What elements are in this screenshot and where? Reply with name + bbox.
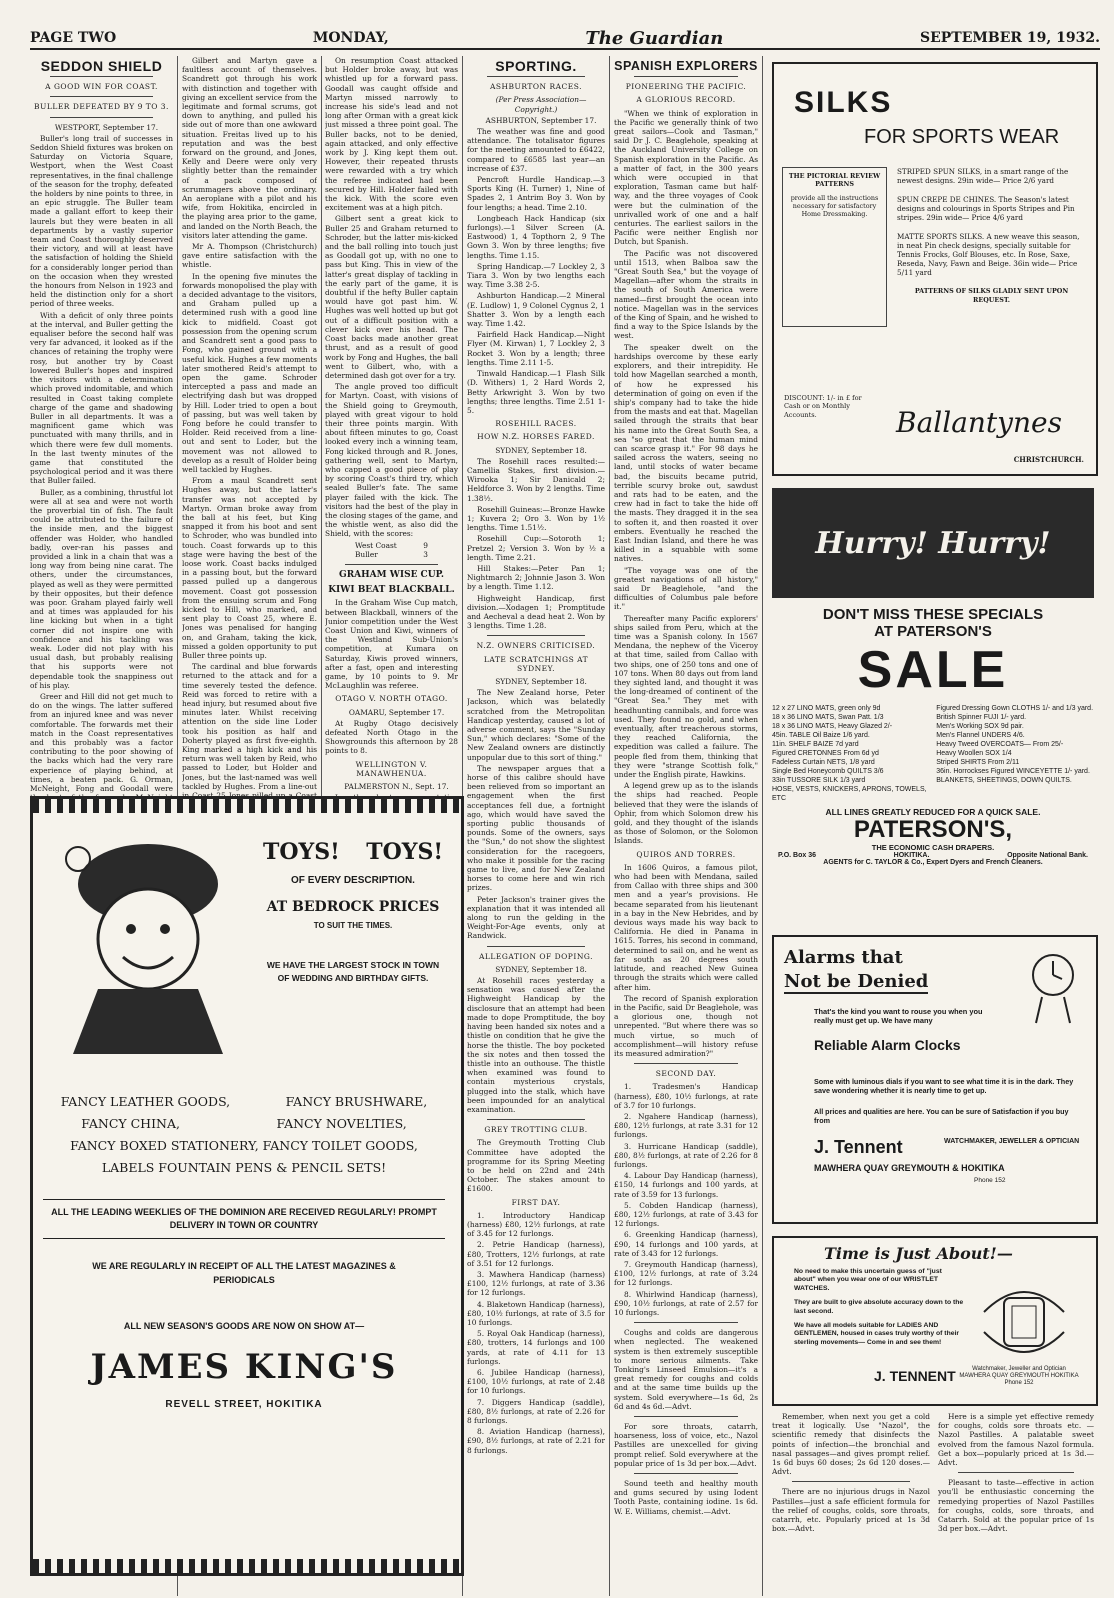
ad-title: SILKS bbox=[794, 86, 893, 119]
section-heading: QUIROS AND TORRES. bbox=[636, 849, 736, 859]
section-heading: FIRST DAY. bbox=[511, 1197, 561, 1207]
section-heading: GREY TROTTING CLUB. bbox=[484, 1125, 588, 1135]
ad-subtitle: FOR SPORTS WEAR bbox=[864, 126, 1060, 148]
ad-headline: TOYS! bbox=[263, 839, 340, 865]
sale-item: Heavy Woollen SOX 1/4 bbox=[936, 750, 1012, 757]
advertisement-text: There are no injurious drugs in Nazol Pastilles—just a safe efficient formula for the relief of coughs, colds, sore throats, catarrh, etc. Popularly priced at 1s 3d box.—Advt. bbox=[772, 1487, 930, 1534]
advt-column bbox=[938, 1412, 1094, 1562]
score-row: West Coast 9 bbox=[355, 540, 428, 550]
paragraph: With a deficit of only three points at the interval, and Buller getting the equaliser before the second half was very far advanced, it looked as if the chances of retaining the trophy were rosy, but another try by Coast lowered Buller's hopes and inspired the visitors with a determination which proved indomitable, and which resulted in Coast taking complete charge of the game and shadowing Buller in all departments. It was a magnificent game which was punctuated with many thrills, and in which there were few dull moments. In the last twenty minutes of the game that constituted the psychological period and it was there that Buller failed. bbox=[30, 310, 173, 486]
patterns-title: THE PICTORIAL REVIEW PATTERNS bbox=[788, 172, 881, 188]
programme-item: 6. Greenking Handicap (harness), £90, 14 furlongs and 100 yards, at rate of 3.43 for 12 furlongs. bbox=[614, 1230, 758, 1258]
store-name: PATERSON'S, bbox=[853, 816, 1013, 843]
ad-location: CHRISTCHURCH. bbox=[1013, 455, 1084, 464]
ad-text: All prices and qualities are here. You can be sure of Satisfaction if you buy from bbox=[814, 1107, 1069, 1125]
column-seddon-shield bbox=[30, 56, 173, 826]
ad-address: MAWHERA QUAY GREYMOUTH & HOKITIKA bbox=[814, 1163, 1005, 1173]
ad-title: Not be Denied bbox=[784, 971, 929, 992]
sale-list-left bbox=[772, 704, 930, 803]
race-result: Tinwald Handicap.—1 Flash Silk (D. Withers) 1, 2 Hard Words 2, Betty Arkwright 3. Won by two lengths; three lengths. Time 2.51 1-5. bbox=[467, 369, 605, 415]
section-heading: ALLEGATION OF DOPING. bbox=[479, 951, 593, 961]
ad-title: Time is Just About!— bbox=[824, 1244, 1013, 1263]
paragraph: Gilbert and Martyn gave a faultless account of themselves. Scandrett got through his work with distinction and together with giving an excellent service from the legitimate and formal scrums, got down to anything, and pulled his side out of more than one awkward situation. Freitas lived up to his reputation and was the best forward on the ground, and Jones, Kelly and Deere were only very slightly better than the remainder of a pack composed of scrummagers above the ordinary. An aeroplane with a pilot and his wife, from Hokitika, encircled in the playing area prior to the game, and landed on the North Beach, the visitors later attending the game. bbox=[182, 56, 317, 240]
programme-item: 5. Cobden Handicap (harness), £80, 12½ furlongs, at rate of 3.43 for 12 furlongs. bbox=[614, 1200, 758, 1229]
paragraph: At Rosehill races yesterday a sensation was caused after the Highweight Handicap by the disclosure that an attempt had been made to dope Promptitude, the boy having been handed six notes and a thistle on condition that he give the horse the thistle. The boy pocketed the six notes and then tossed the thistle into an outhouse. The thistle when examined was found to contain mysterious crystals, plugged into the stalk, which have been impounded for an analytical examination. bbox=[467, 976, 605, 1114]
sale-item: 45in. TABLE Oil Baize 1/6 yard. bbox=[772, 732, 870, 739]
column-rule bbox=[321, 56, 322, 836]
programme-item: 4. Blaketown Handicap (harness), £80, 10½ furlongs, at rate of 3.5 for 10 furlongs. bbox=[467, 1299, 605, 1327]
sale-item: BLANKETS, SHEETINGS, DOWN QUILTS. bbox=[936, 777, 1072, 784]
paragraph: Thereafter many Pacific explorers' ships sailed from Peru, which at the time was a Spanish colony. In 1567 Mendana, the nephew of the Viceroy at that time, sailed from Callao with two ships, one of 250 tons and one of 107 tons. When 80 days out from land they sighted land, and thought it was the long-dreamed of continent of the "Great Sea." They met with headhunting cannibals, and force was used. They found no gold, and when eventually, after treacherous storms, they reached California, the expedition was called a failure. The people fled from them, thinking that they were "strange Scottish folk," under the English pirate, Hawkins. bbox=[614, 613, 758, 780]
dateline: SYDNEY, September 18. bbox=[495, 445, 587, 455]
ad-title: Alarms that bbox=[784, 947, 903, 968]
ad-banner: ALL THE LEADING WEEKLIES OF THE DOMINION ARE RECEIVED REGULARLY! PROMPT DELIVERY IN TOWN OR COUNTRY bbox=[43, 1199, 445, 1239]
sale-note: ALL LINES GREATLY REDUCED FOR A QUICK SALE. bbox=[825, 807, 1041, 817]
programme-item: 1. Tradesmen's Handicap (harness), £80, 10½ furlongs, at rate of 3.7 for 10 furlongs. bbox=[614, 1082, 758, 1110]
article-subhead: A GOOD WIN FOR COAST. bbox=[45, 82, 158, 92]
sale-item: 36in. Horrockses Figured WINCEYETTE 1/- yard. bbox=[936, 768, 1090, 775]
paragraph: Gilbert sent a great kick to Buller 25 and Graham returned to Schroder, but the latter mis-kicked and the ball rolling into touch just as Goodall got up, with no one to pass but King. This in view of the latter's great display of tackling in the early part of the game, it is doubtful if the hefty Buller captain would have got past him. W. Hughes was well hotted up but got out of a difficult position with a clever kick over his head. The Coast backs made another great thrust, and as a result of good work by Fong and Hughes, the ball went to Gilbert, who, with a determined dash got over for a try. bbox=[325, 214, 458, 380]
race-result: Fairfield Hack Handicap.—Night Flyer (M. Kirwan) 1, 7 Lockley 2, 3 Rocket 3. Won by a length; three lengths. Time 2.11 1-5. bbox=[467, 330, 605, 367]
programme-item: 6. Jubilee Handicap (harness), £100, 10½ furlongs, at rate of 2.48 for 10 furlongs. bbox=[467, 1368, 605, 1396]
sale-item: Single Bed Honeycomb QUILTS 3/6 bbox=[772, 768, 884, 775]
goods-item: FANCY CHINA, bbox=[81, 1116, 180, 1131]
article-subhead: BULLER DEFEATED BY 9 TO 3. bbox=[34, 102, 169, 112]
ad-james-kings-toys bbox=[30, 796, 464, 1576]
programme-item: 4. Labour Day Handicap (harness), £150, 14 furlongs and 100 yards, at rate of 3.59 for 13 furlongs. bbox=[614, 1171, 758, 1199]
programme-item: 8. Aviation Handicap (harness), £90, 8½ furlongs, at rate of 2.21 for 8 furlongs. bbox=[467, 1427, 605, 1455]
race-result: Spring Handicap.—7 Lockley 2, 3 Tiara 3. Won by two lengths each way. Time 3.38 2-5. bbox=[467, 261, 605, 290]
programme-item: 7. Greymouth Handicap (harness), £100, 12½ furlongs, at rate of 3.24 for 12 furlongs. bbox=[614, 1259, 758, 1288]
advertisement-text: For sore throats, catarrh, hoarseness, loss of voice, etc., Nazol Pastilles are unexcelled for giving prompt relief. Sold everywhere at the popular price of 1s 3d per box.—Advt. bbox=[614, 1422, 758, 1468]
address: Opposite National Bank. bbox=[1007, 852, 1088, 859]
article-subhead: A GLORIOUS RECORD. bbox=[636, 95, 736, 105]
address: HOKITIKA. bbox=[893, 852, 930, 859]
discount-note: DISCOUNT: 1/- in £ for Cash or on Monthly Accounts. bbox=[784, 394, 862, 419]
ad-line: WE ARE REGULARLY IN RECEIPT OF ALL THE LATEST MAGAZINES & PERIODICALS bbox=[92, 1261, 396, 1285]
column-spanish-explorers bbox=[614, 56, 758, 1596]
section-heading: SECOND DAY. bbox=[655, 1069, 717, 1079]
paragraph: Buller's long trail of successes in Seddon Shield fixtures was broken on Saturday on Victoria Square, Westport, when the West Coast representatives, in the final challenge of the season for the trophy, defeated the holders by nine points to three, in an epic struggle. The Buller team made a gallant effort to keep their laurels but they were beaten in all departments by a vastly superior team and Coast thoroughly deserved their victory, and will at least have the satisfaction of holding the Shield for a considerably longer period than on the occasion when they wrested the honours from Nelson in 1923 and held the distinction only for a short period of three weeks. bbox=[30, 133, 173, 309]
section-heading: WELLINGTON V. MANAWHENUA. bbox=[355, 759, 428, 778]
programme-item: 7. Diggers Handicap (saddle), £80, 8½ furlongs, at rate of 2.26 for 8 furlongs. bbox=[467, 1397, 605, 1426]
credit: (Per Press Association—Copyright.) bbox=[495, 95, 587, 114]
advertisement-text: Pleasant to taste—effective in action you'll be enthusiastic concerning the remedying properties of Nazol Pastilles for coughs, colds, sore throats, and Catarrh. Sold at the popular price of 1s 3d per box.—Advt. bbox=[938, 1478, 1094, 1534]
column-sporting bbox=[467, 56, 605, 1596]
advertisement-text: Sound teeth and healthy mouth and gums secured by using Iodent Tooth Paste, containing iodine. 1s 6d. W. E. Williams, chemist.—Advt. bbox=[614, 1479, 758, 1516]
paragraph: On resumption Coast attacked but Holder broke away, but was whistled up for a forward pass. Goodall was caught offside and Martyn missed narrowly to increase his side's lead and not long after Orman with a great kick just missed a three point goal. The Buller backs, not to be denied, again attacked, and only effective work by J. King kept them out. However, their repeated thrusts were rewarded with a try which the referee indicated had been secured by Hill. Holder failed with the kick. With the score even excitement was at a high pitch. bbox=[325, 56, 458, 213]
programme-item: 2. Petrie Handicap (harness), £80, Trotters, 12½ furlongs, at rate of 3.51 for 12 furlongs. bbox=[467, 1240, 605, 1268]
goods-item: LABELS FOUNTAIN PENS & PENCIL SETS! bbox=[101, 1160, 387, 1175]
silks-item: STRIPED SPUN SILKS, in a smart range of the newest designs. 29in wide— Price 2/6 yard bbox=[897, 167, 1069, 185]
sale-item: Men's Flannel UNDERS 4/6. bbox=[936, 732, 1025, 739]
brand-signature: Ballantynes bbox=[896, 406, 1062, 439]
column-rugby bbox=[325, 56, 458, 836]
ad-ballantynes-silks bbox=[772, 62, 1098, 476]
silks-note: PATTERNS OF SILKS GLADLY SENT UPON REQUEST. bbox=[914, 287, 1069, 304]
ad-text: That's the kind you want to rouse you when you really must get up. We have many bbox=[814, 1007, 983, 1025]
ad-headline: Reliable Alarm Clocks bbox=[814, 1037, 961, 1053]
day: MONDAY, bbox=[312, 30, 389, 46]
paragraph: In 1606 Quiros, a famous pilot, who had been with Mendana, sailed from Callao with three ships and 300 men and a year's provisions. He became separated from his lieutenant in a bay in the New Hebrides, and by devious ways made his way back to California. He died in Panama in 1615. Torres, his second in command, determined to sail on, and he went as far south as 20 degrees south latitude, and reached New Guinea through the straits which were called after him. bbox=[614, 862, 758, 992]
ad-name: J. TENNENT bbox=[874, 1368, 956, 1384]
sale-item: Figured Dressing Gown CLOTHS 1/- and 1/3 yard. bbox=[936, 705, 1094, 712]
goods-item: FANCY NOVELTIES, bbox=[276, 1116, 407, 1131]
paragraph: In the opening five minutes the forwards monopolised the play with a decided advantage to the visitors, and Graham pulled up a determined rush with a good line kick to midfield. Coast got possession from the opening scrum and Scandrett sent a good pass to Fong, who gained ground with a useful kick. Hughes a few moments later smothered Reid's attempt to open the game. Schroder intercepted a pass and made an electrifying dash but was dropped by Hill. Loder tried to open a bout of passing, but was well taken by Fong before he could transfer to Holder. Reid received from a line-out and sent to Loder, but the movement was not allowed to develop as a result of Holder being well tackled by Hughes. bbox=[182, 271, 317, 474]
paragraph: "The voyage was one of the greatest navigations of all history," said Dr Beaglehole, "and the difficulties of Columbus pale before it." bbox=[614, 565, 758, 612]
sale-list-right bbox=[936, 704, 1094, 803]
paragraph: The weather was fine and good attendance. The totalisator figures for the meeting amounted to £6422, compared to £6585 last year—an increase of £37. bbox=[467, 127, 605, 173]
paragraph: At Rugby Otago decisively defeated North Otago in the Showgrounds this afternoon by 28 points to 8. bbox=[325, 718, 458, 756]
border-pattern bbox=[33, 799, 461, 813]
ad-address: Watchmaker, Jeweller and Optician MAWHERA QUAY GREYMOUTH HOKITIKA Phone 152 bbox=[959, 1366, 1079, 1386]
section-heading: N.Z. OWNERS CRITICISED. bbox=[476, 641, 596, 651]
article-title: SEDDON SHIELD bbox=[40, 58, 163, 74]
wristwatch-icon bbox=[974, 1282, 1074, 1362]
address: P.O. Box 36 bbox=[778, 852, 817, 859]
section-heading: LATE SCRATCHINGS AT SYDNEY. bbox=[483, 654, 589, 673]
sale-item: Fadeless Curtain NETS, 1/8 yard bbox=[772, 759, 875, 766]
sale-item: 33in TUSSORE SILK 1/3 yard bbox=[772, 777, 866, 784]
programme-item: 2. Ngahere Handicap (harness), £80, 12½ furlongs, at rate 3.31 for 12 furlongs. bbox=[614, 1111, 758, 1140]
paragraph: The New Zealand horse, Peter Jackson, which was belatedly scratched from the Metropolitan Handicap yesterday, caused a lot of adverse comment, says the "Sunday Sun," which declares: "Some of the New Zealand owners are distinctly unpopular due to this sort of thing." bbox=[467, 688, 605, 762]
ad-line: ALL NEW SEASON'S GOODS ARE NOW ON SHOW AT— bbox=[123, 1321, 365, 1331]
column-rule bbox=[762, 56, 763, 1596]
ad-patersons-sale bbox=[772, 488, 1094, 918]
dateline: SYDNEY, September 18. bbox=[495, 676, 587, 686]
store-name: JAMES KING'S bbox=[90, 1347, 398, 1387]
sale-item: 18 x 36 LINO MATS, Swan Patt. 1/3 bbox=[772, 714, 884, 721]
section-heading: HOW N.Z. HORSES FARED. bbox=[477, 432, 595, 442]
race-result: Pencroft Hurdle Handicap.—3 Sports King (H. Turner) 1, Nine of Spades 2, 1 Antrim Boy 3. Won by four lengths; a head. Time 2.10. bbox=[467, 175, 605, 212]
ad-line: TO SUIT THE TIMES. bbox=[313, 921, 393, 930]
article-title: SPANISH EXPLORERS bbox=[614, 59, 758, 73]
race-result: Highweight Handicap, first division.—Xodagen 1; Promptitude and Aecheval a dead heat 2. Won by 3 lengths. Time 1.28. bbox=[467, 593, 605, 631]
section-title: SPORTING. bbox=[495, 58, 577, 74]
advertisement-text: Coughs and colds are dangerous when neglected. The weakened system is then extremely susceptible to more serious ailments. Take Tonking's Linseed Emulsion—it's a great remedy for coughs and colds and at the same time builds up the system. Sold everywhere—1s 6d, 2s 6d and 4s 6d.—Advt. bbox=[614, 1328, 758, 1411]
paragraph: A legend grew up as to the islands the ships had reached. People believed that they were the islands of Ophir, from which Solomon drew his gold, and they thought of the islands as those of Solomon, or the Solomon Islands. bbox=[614, 781, 758, 846]
paragraph: The Pacific was not discovered until 1513, when Balboa saw the "Great South Sea," but the voyage of Magellan—after whom the straits in the south of South America were named—first brought the ocean into notice. Magellan was in the services of the King of Spain, and he wished to find a way to the Spice Islands by the west. bbox=[614, 248, 758, 341]
sale-line: DON'T MISS THESE SPECIALS bbox=[822, 606, 1044, 623]
patterns-box bbox=[782, 167, 887, 327]
date: SEPTEMBER 19, 1932. bbox=[919, 30, 1100, 46]
sale-title: SALE bbox=[857, 641, 1009, 699]
sale-item: Heavy Tweed OVERCOATS— From 25/- bbox=[936, 741, 1064, 748]
dateline: PALMERSTON N., Sept. 17. bbox=[344, 782, 449, 792]
silks-item: MATTE SPORTS SILKS. A new weave this season, in neat Pin check designs, specially suitable for Tennis Frocks, Golf Blouses, etc. In Rose, Saxe, Reseda, Navy, Fawn and Beige. 36in wide— Price 5/11 yard bbox=[897, 232, 1080, 277]
sale-item: British Spinner FUJI 1/- yard. bbox=[936, 714, 1027, 721]
programme-item: 8. Whirlwind Handicap (harness), £90, 10½ furlongs, at rate of 2.57 for 10 furlongs. bbox=[614, 1289, 758, 1317]
section-heading: ROSEHILL RACES. bbox=[495, 419, 577, 429]
section-heading: ASHBURTON RACES. bbox=[489, 82, 583, 92]
ad-role: WATCHMAKER, JEWELLER & OPTICIAN bbox=[944, 1138, 1080, 1145]
section-heading: KIWI BEAT BLACKBALL. bbox=[328, 585, 455, 596]
paper-name: The Guardian bbox=[585, 27, 724, 49]
clock-figure-icon bbox=[1024, 947, 1082, 1027]
sale-item: Men's Working SOX 9d pair. bbox=[936, 723, 1024, 730]
paragraph: "When we think of exploration in the Pacific we generally think of two great sailors—Cook and Tasman," said Dr J. C. Beaglehole, speaking at the Auckland University College on Spanish exploration in the Pacific. As a matter of fact, in the 300 years which were occupied in that exploration, Tasman came but half-way, and the three voyages of Cook were but the culmination of the unrivalled work of one and a half centuries. The earliest sailors in the Pacific were neither English nor Dutch, but Spanish. bbox=[614, 108, 758, 247]
sale-item: Figured CRETONNES From 6d yd bbox=[772, 750, 879, 757]
page-number: PAGE TWO bbox=[30, 30, 117, 46]
article-subhead: PIONEERING THE PACIFIC. bbox=[625, 82, 747, 92]
sale-item: 12 x 27 LINO MATS, green only 9d bbox=[772, 705, 881, 712]
dateline: SYDNEY, September 18. bbox=[495, 964, 587, 974]
column-rule bbox=[609, 56, 610, 1596]
section-heading: GRAHAM WISE CUP. bbox=[339, 569, 444, 580]
silks-items bbox=[887, 167, 1096, 327]
ad-text: Some with luminous dials if you want to see what time it is in the dark. They save wondering whether it is nearly time to get up. bbox=[814, 1077, 1074, 1095]
goods-item: FANCY BOXED STATIONERY, FANCY TOILET GOODS, bbox=[70, 1138, 418, 1153]
paragraph: Greer and Hill did not get much to do on the wings. The latter suffered from an injured knee and was never comfortable. The forwards met their match in the Coast representatives and this probably was a factor contributing to the poor showing of the backs which had the very rare experience of playing behind, at times, a beaten pack. G. Orman, McNeight, Fong and Goodall were bbox=[30, 692, 173, 794]
dateline: WESTPORT, September 17. bbox=[54, 122, 159, 132]
paragraph: The record of Spanish exploration in the Pacific, said Dr Beaglehole, was a glorious one, though not unrepented. "But where there was so much virtue, so much of accomplishment—will history refuse its measured admiration?" bbox=[614, 993, 758, 1058]
ad-tennent-alarms bbox=[772, 935, 1098, 1224]
programme-item: 3. Hurricane Handicap (saddle), £80, 8½ furlongs, at rate of 2.26 for 8 furlongs. bbox=[614, 1141, 758, 1169]
paragraph: Buller, as a combining, thrustful lot were all at sea and were not worth the proverbial tin of fish. The fault could be attributed to the failure of the inside men, and the biggest offender was Holder, who handled badly, over-ran his passes and provided a link in a chain that was a long way from being nine carat. The others, under the circumstances, played as well as they were permitted by their opposites, but their defence was poor. Graham played fairly well and at times was applauded for his line kicking but when in a tight corner did not inspire one with confidence and his tackling was weak. Loder did not play with his usual dash, but probably realising that his supports were not dependable took the snappiness out of his play. bbox=[30, 487, 173, 690]
advertisement-text: Remember, when next you get a cold treat it logically. Use "Nazol", the scientific remedy that disinfects the points of infection—the bronchial and nasal passages—and gives prompt relief. 1s 6d buys 60 doses; 2s 6d 120 doses.—Advt. bbox=[772, 1412, 930, 1477]
advt-column bbox=[772, 1412, 930, 1562]
goods-item: FANCY BRUSHWARE, bbox=[285, 1094, 428, 1109]
paragraph: From a maul Scandrett sent Hughes away, but the latter's transfer was not accepted by Martyn. Orman broke away from the ball at his feet, but King snapped it from his boot and sent to Schroder, who was bundled into touch. Coast forwards up to this stage were having the best of the loose work. Coast backs indulged in a passing bout, but the forward passed pulled up a dangerous movement. Coast got possession from the ensuing scrum and Fong kicked to Hill, who marked, and sent play to Coast 25, where E. Jones was penalised for hanging on, and Graham, taking the kick, missed a golden opportunity to put Buller three points up. bbox=[182, 476, 317, 660]
sale-item: 11in. SHELF BAIZE 7d yard bbox=[772, 741, 859, 748]
paragraph: The Rosehill races resulted:— Camellia Stakes, first division.—Wirooka 1; Sir Danicald 2; Heldforce 3. Won by 2 lengths. Time 1.38½. bbox=[467, 456, 605, 503]
advertisement-text: Here is a simple yet effective remedy for coughs, colds sore throats etc. —Nazol Pastilles. A palatable sweet evolved from the famous Nazol formula. Get a box—popularly priced at 1s 3d.—Advt. bbox=[938, 1412, 1094, 1468]
store-tagline: THE ECONOMIC CASH DRAPERS. bbox=[871, 843, 995, 852]
border-pattern bbox=[33, 1559, 461, 1573]
programme-item: 5. Royal Oak Handicap (harness), £80, trotters, 14 furlongs and 100 yards, at rate of 4.11 for 13 furlongs. bbox=[467, 1329, 605, 1366]
programme-item: 1. Introductory Handicap (harness) £80, 12½ furlongs, at rate of 3.45 for 12 furlongs. bbox=[467, 1210, 605, 1239]
ad-tennent-watches bbox=[772, 1236, 1098, 1406]
race-result: Longbeach Hack Handicap (six furlongs).—1 Silver Screen (A. Eastwood) 1, 4 Topthorn 2, 9 The Gown 3. Won by three lengths; five lengths. Time 1.15. bbox=[467, 213, 605, 260]
race-result: Ashburton Handicap.—2 Mineral (E. Ludlow) 1, 9 Colonel Cygnus 2, 1 Shatter 3. Won by a length each way. Time 1.42. bbox=[467, 291, 605, 329]
hurry-banner: Hurry! Hurry! bbox=[772, 488, 1094, 598]
sale-item: 18 x 36 LINO MATS, Heavy Glazed 2/- bbox=[772, 723, 893, 730]
section-heading: OTAGO V. NORTH OTAGO. bbox=[335, 694, 448, 704]
ad-line: AT BEDROCK PRICES bbox=[266, 899, 440, 915]
store-address: REVELL STREET, HOKITIKA bbox=[165, 1399, 323, 1410]
race-result: Rosehill Guineas:—Bronze Hawke 1; Kuvera 2; Oro 3. Won by 1½ lengths. Time 1.51½. bbox=[467, 504, 605, 533]
ad-line: WE HAVE THE LARGEST STOCK IN TOWN OF WEDDING AND BIRTHDAY GIFTS. bbox=[266, 960, 440, 983]
dateline: ASHBURTON, September 17. bbox=[485, 115, 597, 125]
ad-headline: TOYS! bbox=[366, 839, 443, 865]
paragraph: In the Graham Wise Cup match, between Blackball, winners of the Junior competition under the West Coast Union and Kiwi, winners of the Westland Sub-Union's competition, at Kumara on Saturday, Kiwis proved winners, after a fast, open and interesting game, by 10 points to 9. Mr McLaughlin was referee. bbox=[325, 598, 458, 691]
column-seddon-cont bbox=[182, 56, 317, 826]
paragraph: The speaker dwelt on the hardships overcome by these early explorers, and their intrepidity. He told how Magellan searched a month, of how he expressed his determination of going on even if the ship's company had to take the hide from the masts and eat that. Magellan sailed through the straits that bear his name into the Great South Sea, a sea "so great that the human mind can scarce grasp it." For 98 days he sailed across the waters, seeing no land, until stocks of water became bad, the biscuits became putrid, terrible scurvy broke out, sawdust and rats had to be eaten, and the crew had in fact to take the hide off the masts. They dragged it in the sea to soften it, and then roasted it over embers. Eventually he reached the East Indian Island, and there he was killed in a squabble with some natives. bbox=[614, 342, 758, 564]
paragraph: Mr A. Thompson (Christchurch) gave entire satisfaction with the whistle. bbox=[182, 242, 317, 270]
sale-item: HOSE, VESTS, KNICKERS, APRONS, TOWELS, ETC bbox=[772, 786, 927, 802]
masthead bbox=[30, 28, 1100, 50]
paragraph: The cardinal and blue forwards returned to the attack and for a time severely tested the defence. Reid was forced to retire with a head injury, but resumed about five minutes later. Whilst receiving attention on the side line Loder took his position as half and Doherty played as first five-eighth. King marked a high kick and his return was well taken by Reid, who passed to Loder, but Holder and Jones, but the last-named was well tackled by Hughes. From a line-out bbox=[182, 662, 317, 791]
race-result: Hill Stakes:—Peter Pan 1; Nightmarch 2; Johnnie Jason 3. Won by a length. Time 1.12. bbox=[467, 563, 605, 592]
ad-name: J. Tennent bbox=[814, 1137, 903, 1157]
sale-line: AT PATERSON'S bbox=[874, 623, 992, 640]
paragraph: Peter Jackson's trainer gives the explanation that it was intended all along to run the gelding in the Weight-For-Age events, only at Randwick. bbox=[467, 894, 605, 941]
agents-note: AGENTS for C. TAYLOR & Co., Expert Dyers and French Cleaners. bbox=[823, 859, 1043, 866]
ad-line: OF EVERY DESCRIPTION. bbox=[291, 875, 415, 886]
ad-text: No need to make this uncertain guess of "just about" when you wear one of our WRISTLET WATCHES. They are built to give absolute accuracy down to the last second. We have all models suitable for LADIES AND GENTLEMEN, housed in cases truly worthy of their sterling movements— Come in and see them! bbox=[794, 1268, 964, 1346]
paragraph: The newspaper argues that a horse of this calibre should have been relieved from so important an engagement when the first acceptances fell due, a fortnight ago, which would have saved the sporting public thousands of pounds. Some of the owners, says the "Sun," do not show the slightest consideration for the racegoers, who make it possible for the racing game to live, and for New Zealand horses to come here and win rich prizes. bbox=[467, 763, 605, 893]
sale-item: Striped SHIRTS From 2/11 bbox=[936, 759, 1020, 766]
race-result: Rosehill Cup:—Sotoroth 1; Pretzel 2; Version 3. Won by ½ a length. Time 2.21. bbox=[467, 534, 605, 562]
paragraph: The Greymouth Trotting Club Committee have adopted the programme for its Spring Meeting to be held on 22nd and 24th October. The stakes amount to £1600. bbox=[467, 1138, 605, 1194]
score-row: Buller 3 bbox=[355, 549, 428, 559]
ad-phone: Phone 152 bbox=[974, 1177, 1006, 1184]
dateline: OAMARU, September 17. bbox=[348, 707, 445, 717]
programme-item: 3. Mawhera Handicap (harness) £100, 12½ furlongs, at rate of 3.36 for 12 furlongs. bbox=[467, 1269, 605, 1298]
paragraph: The angle proved too difficult for Martyn. Coast, with visions of the Shield going to Greymouth, played with great vigour to hold their three points margin. With about fifteen minutes to go, Coast looked every inch a winning team, Fong kicked through and R. Jones, gathering well, sent to Martyn, who capped a good piece of play by scoring Coast's third try, which sealed Buller's fate. The same player failed with the kick. The visitors had the best of the play in the closing stages of the game, and the whistle went, as also did the Shield, with the scores: bbox=[325, 382, 458, 539]
jester-illustration-icon bbox=[53, 829, 243, 1059]
goods-item: FANCY LEATHER GOODS, bbox=[60, 1094, 231, 1109]
silks-item: SPUN CREPE DE CHINES. The Season's latest designs and colourings in Sports Stripes and Pin stripes. 29in wide— Price 4/6 yard bbox=[897, 195, 1075, 222]
patterns-text: provide all the instructions necessary for satisfactory Home Dressmaking. bbox=[790, 194, 879, 218]
